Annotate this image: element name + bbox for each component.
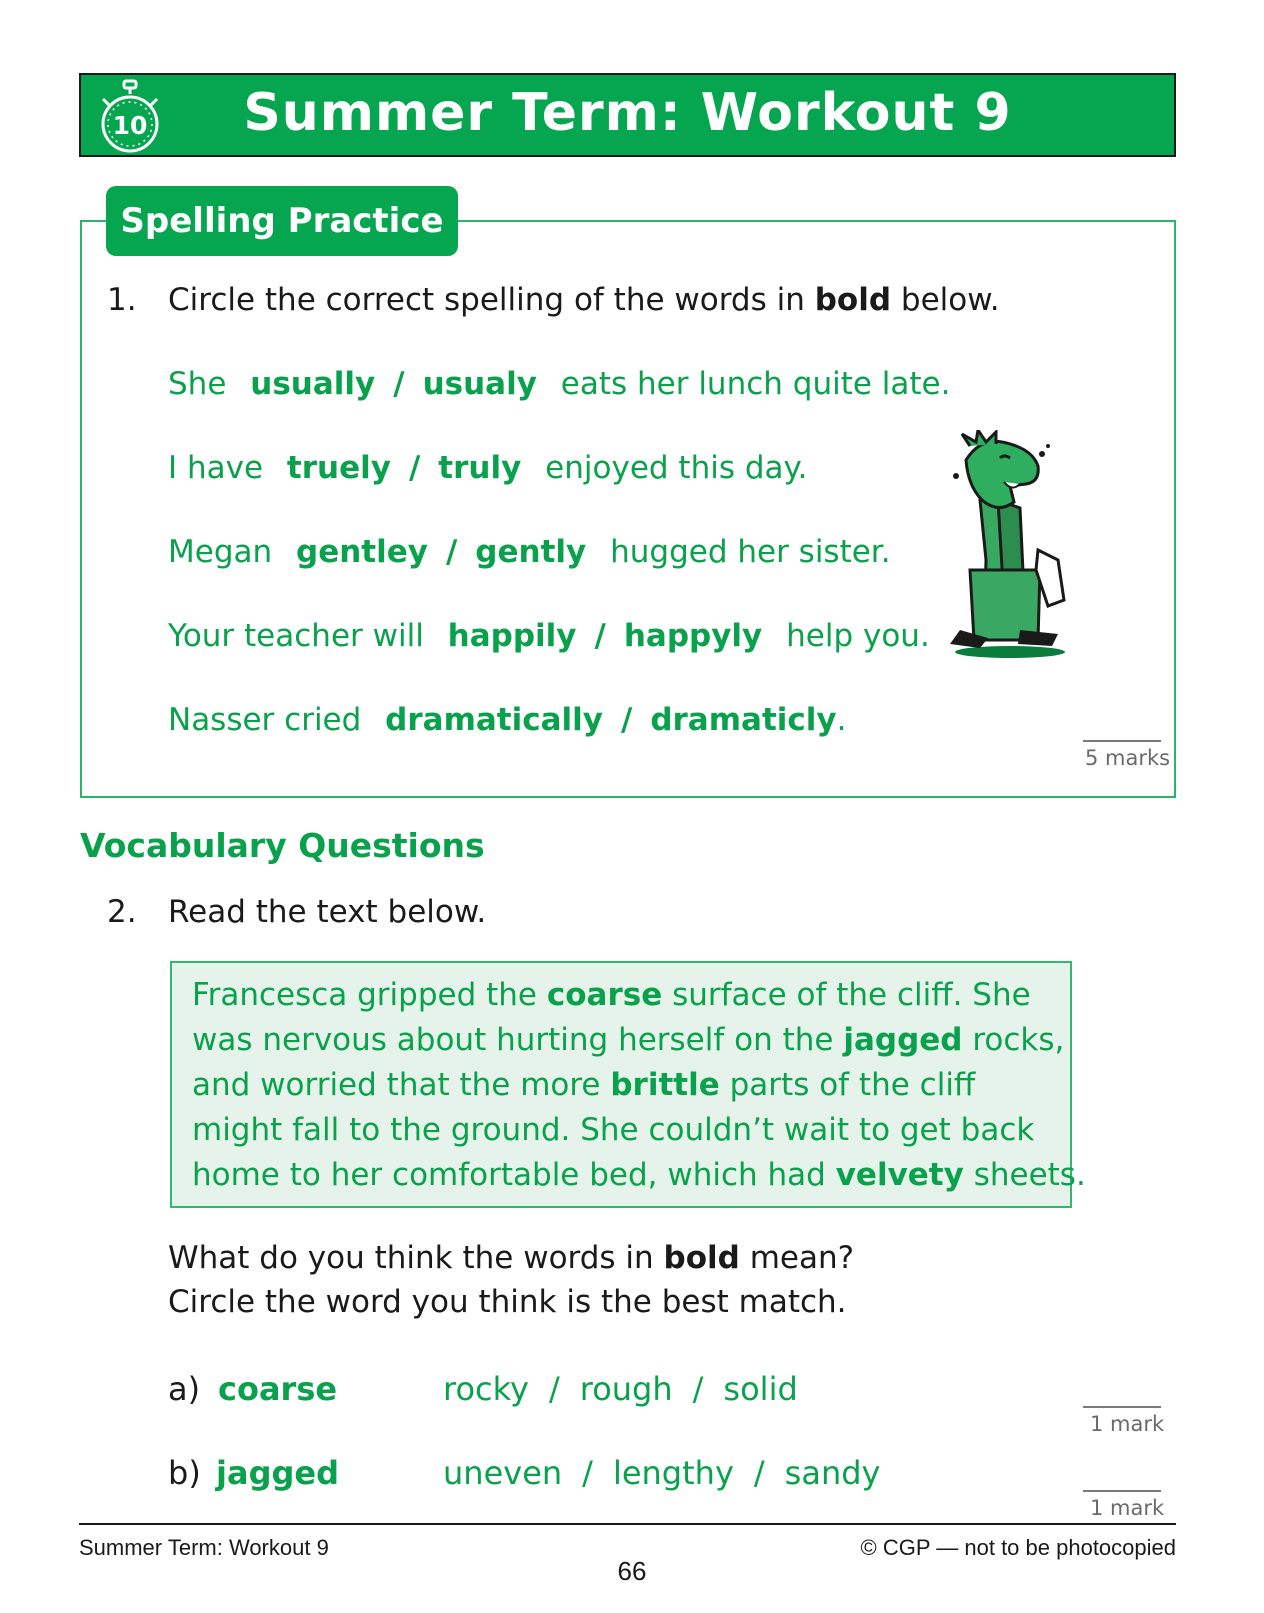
spelling-sentence: Nasser cried dramatically / dramaticly.	[168, 702, 847, 738]
spelling-option[interactable]: happyly	[623, 618, 763, 654]
vocabulary-instruction: Read the text below.	[168, 894, 487, 930]
answer-option[interactable]: sandy	[784, 1454, 881, 1492]
spelling-option[interactable]: truely	[286, 450, 391, 486]
spelling-option[interactable]: truly	[438, 450, 522, 486]
answer-a-marks: 1 mark	[1090, 1412, 1165, 1436]
question-number: 1.	[107, 282, 137, 318]
footer-copyright: © CGP — not to be photocopied	[860, 1535, 1176, 1560]
spelling-option[interactable]: usualy	[422, 366, 537, 402]
footer-title: Summer Term: Workout 9	[79, 1535, 329, 1560]
answer-option[interactable]: rocky	[443, 1370, 529, 1408]
spelling-option[interactable]: dramatically	[385, 702, 603, 738]
spelling-sentence: She usually / usualy eats her lunch quite late.	[168, 366, 951, 402]
spelling-option[interactable]: gentley	[296, 534, 428, 570]
passage-line: was nervous about hurting herself on the jagged rocks,	[192, 1022, 1065, 1058]
spelling-option[interactable]: usually	[250, 366, 376, 402]
spelling-section-tab: Spelling Practice	[106, 186, 458, 256]
vocabulary-prompt-line1: What do you think the words in bold mean?	[168, 1240, 855, 1276]
answer-options: uneven / lengthy / sandy	[443, 1454, 881, 1492]
question-number: 2.	[107, 894, 137, 930]
answer-option[interactable]: rough	[579, 1370, 673, 1408]
answer-option[interactable]: lengthy	[612, 1454, 734, 1492]
spelling-option[interactable]: gently	[475, 534, 587, 570]
passage-line: home to her comfortable bed, which had velvety sheets.	[192, 1157, 1086, 1193]
passage-line: Francesca gripped the coarse surface of the cliff. She	[192, 977, 1031, 1013]
vocabulary-heading: Vocabulary Questions	[80, 826, 485, 865]
answer-option[interactable]: solid	[723, 1370, 798, 1408]
spelling-option[interactable]: happily	[447, 618, 577, 654]
passage-line: might fall to the ground. She couldn’t wait to get back	[192, 1112, 1035, 1148]
answer-label: a)	[168, 1370, 201, 1408]
spelling-sentence: Your teacher will happily / happyly help you.	[168, 618, 930, 654]
page-header	[79, 73, 1176, 157]
marks-line	[1083, 740, 1161, 742]
page-title: Summer Term: Workout 9	[243, 83, 1012, 143]
spelling-instruction: Circle the correct spelling of the words in bold below.	[168, 282, 1000, 318]
vocabulary-prompt-line2: Circle the word you think is the best match.	[168, 1284, 847, 1320]
answer-word: jagged	[216, 1454, 339, 1492]
passage-line: and worried that the more brittle parts of the cliff	[192, 1067, 976, 1103]
answer-options: rocky / rough / solid	[443, 1370, 798, 1408]
answer-word: coarse	[218, 1370, 338, 1408]
spelling-marks: 5 marks	[1085, 746, 1171, 770]
timer-minutes: 10	[112, 111, 148, 140]
answer-label: b)	[168, 1454, 201, 1492]
page-number: 66	[617, 1556, 647, 1586]
answer-option[interactable]: uneven	[443, 1454, 563, 1492]
reading-passage	[170, 961, 1086, 1208]
spelling-option[interactable]: dramaticly	[650, 702, 837, 738]
spelling-sentence: I have truely / truly enjoyed this day.	[168, 450, 808, 486]
marks-line	[1083, 1406, 1161, 1408]
spelling-sentence: Megan gentley / gently hugged her sister.	[168, 534, 891, 570]
crying-man-illustration	[940, 430, 1080, 662]
marks-line	[1083, 1490, 1161, 1492]
footer-divider	[79, 1523, 1176, 1525]
answer-b-marks: 1 mark	[1090, 1496, 1165, 1520]
